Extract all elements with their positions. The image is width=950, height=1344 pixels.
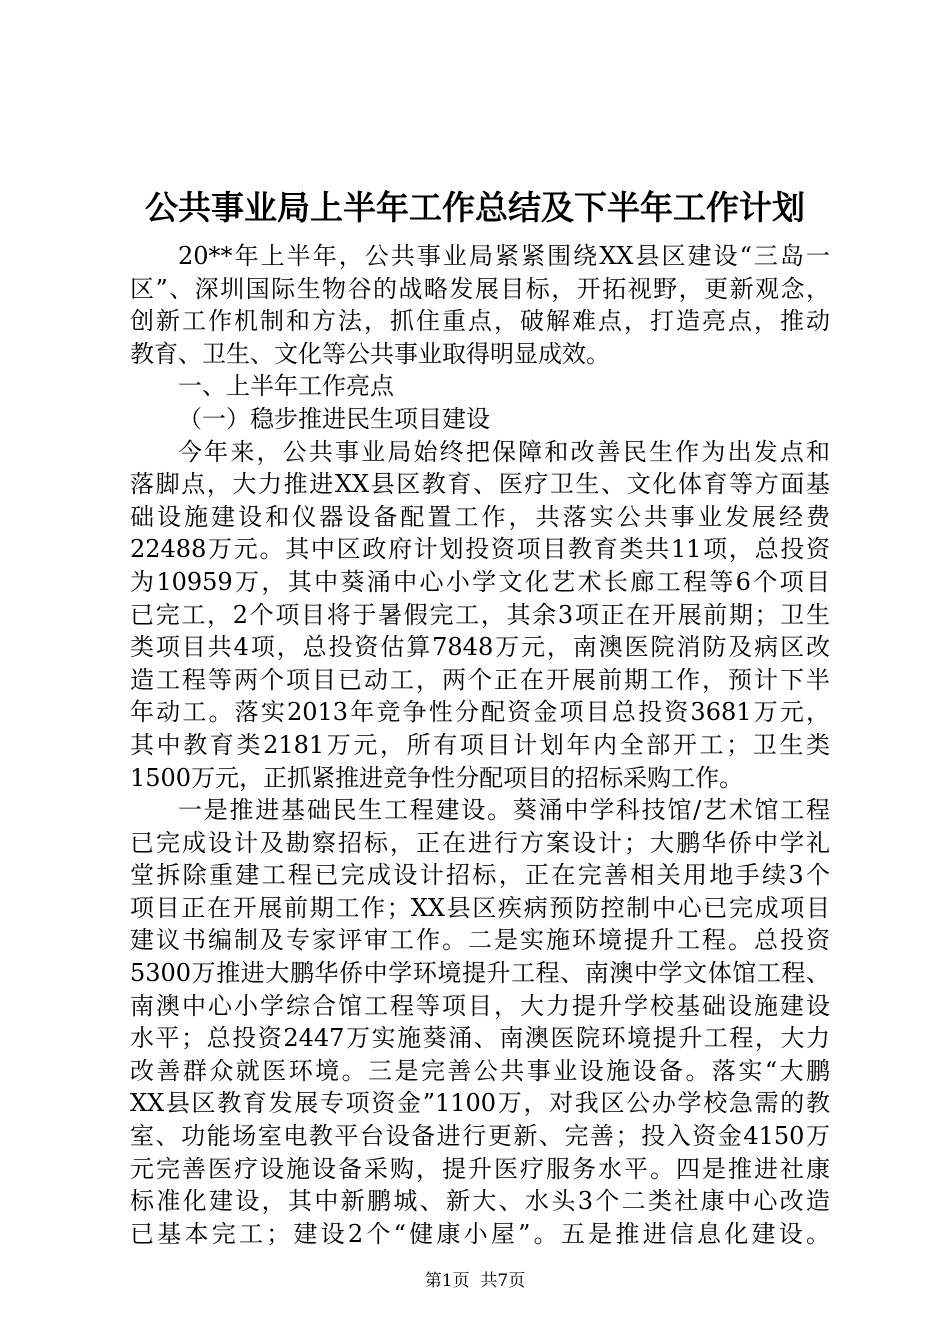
text-line: 落脚点，大力推进XX县区教育、医疗卫生、文化体育等方面基 — [130, 470, 830, 499]
text-line: 今年来，公共事业局始终把保障和改善民生作为出发点和 — [178, 437, 830, 466]
text-line: 改善群众就医环境。三是完善公共事业设施设备。落实“大鹏 — [130, 1056, 830, 1085]
text-line: 教育、卫生、文化等公共事业取得明显成效。 — [130, 339, 610, 368]
page-footer — [0, 1270, 950, 1292]
text-line: 一是推进基础民生工程建设。葵涌中学科技馆/艺术馆工程 — [178, 796, 830, 825]
text-line: 1500万元，正抓紧推进竞争性分配项目的招标采购工作。 — [130, 763, 744, 792]
text-line: XX县区教育发展专项资金”1100万，对我区公办学校急需的教 — [130, 1089, 830, 1118]
text-line: 堂拆除重建工程已完成设计招标，正在完善相关用地手续3个 — [130, 861, 830, 890]
text-line: 元完善医疗设施设备采购，提升医疗服务水平。四是推进社康 — [130, 1154, 830, 1183]
text-line: 室、功能场室电教平台设备进行更新、完善；投入资金4150万 — [130, 1122, 830, 1151]
text-line: 年动工。落实2013年竞争性分配资金项目总投资3681万元， — [130, 698, 830, 727]
text-line: 5300万推进大鹏华侨中学环境提升工程、南澳中学文体馆工程、 — [130, 959, 830, 988]
page-number: 第1页 — [424, 1271, 470, 1291]
text-line: 项目正在开展前期工作；XX县区疾病预防控制中心已完成项目 — [130, 893, 830, 922]
footer-separator — [470, 1271, 481, 1291]
document-title: 公共事业局上半年工作总结及下半年工作计划 — [145, 188, 805, 227]
text-line: 为10959万，其中葵涌中心小学文化艺术长廊工程等6个项目 — [130, 567, 830, 596]
text-line: 已完成设计及勘察招标，正在进行方案设计；大鹏华侨中学礼 — [130, 828, 830, 857]
text-line: 础设施建设和仪器设备配置工作，共落实公共事业发展经费 — [130, 502, 830, 531]
text-line: 水平；总投资2447万实施葵涌、南澳医院环境提升工程，大力 — [130, 1024, 830, 1053]
text-line: 已完工，2个项目将于暑假完工，其余3项正在开展前期；卫生 — [130, 600, 830, 629]
text-line: 建议书编制及专家评审工作。二是实施环境提升工程。总投资 — [130, 926, 830, 955]
document-body — [130, 240, 830, 1250]
text-line: 已基本完工；建设2个“健康小屋”。五是推进信息化建设。 — [130, 1219, 830, 1248]
text-line: 造工程等两个项目已动工，两个正在开展前期工作，预计下半 — [130, 665, 830, 694]
text-line: （一）稳步推进民生项目建设 — [178, 404, 490, 433]
text-line: 20**年上半年，公共事业局紧紧围绕XX县区建设“三岛一 — [178, 242, 830, 270]
text-line: 一、上半年工作亮点 — [178, 372, 394, 401]
text-line: 类项目共4项，总投资估算7848万元，南澳医院消防及病区改 — [130, 633, 830, 662]
page-total: 共7页 — [480, 1271, 526, 1291]
text-line: 创新工作机制和方法，抓住重点，破解难点，打造亮点，推动 — [130, 307, 830, 336]
text-line: 22488万元。其中区政府计划投资项目教育类共11项，总投资 — [130, 535, 830, 564]
text-line: 区”、深圳国际生物谷的战略发展目标，开拓视野，更新观念， — [130, 274, 830, 303]
text-line: 标准化建设，其中新鹏城、新大、水头3个二类社康中心改造 — [130, 1187, 830, 1216]
text-line: 南澳中心小学综合馆工程等项目，大力提升学校基础设施建设 — [130, 991, 830, 1020]
text-line: 其中教育类2181万元，所有项目计划年内全部开工；卫生类 — [130, 730, 830, 759]
